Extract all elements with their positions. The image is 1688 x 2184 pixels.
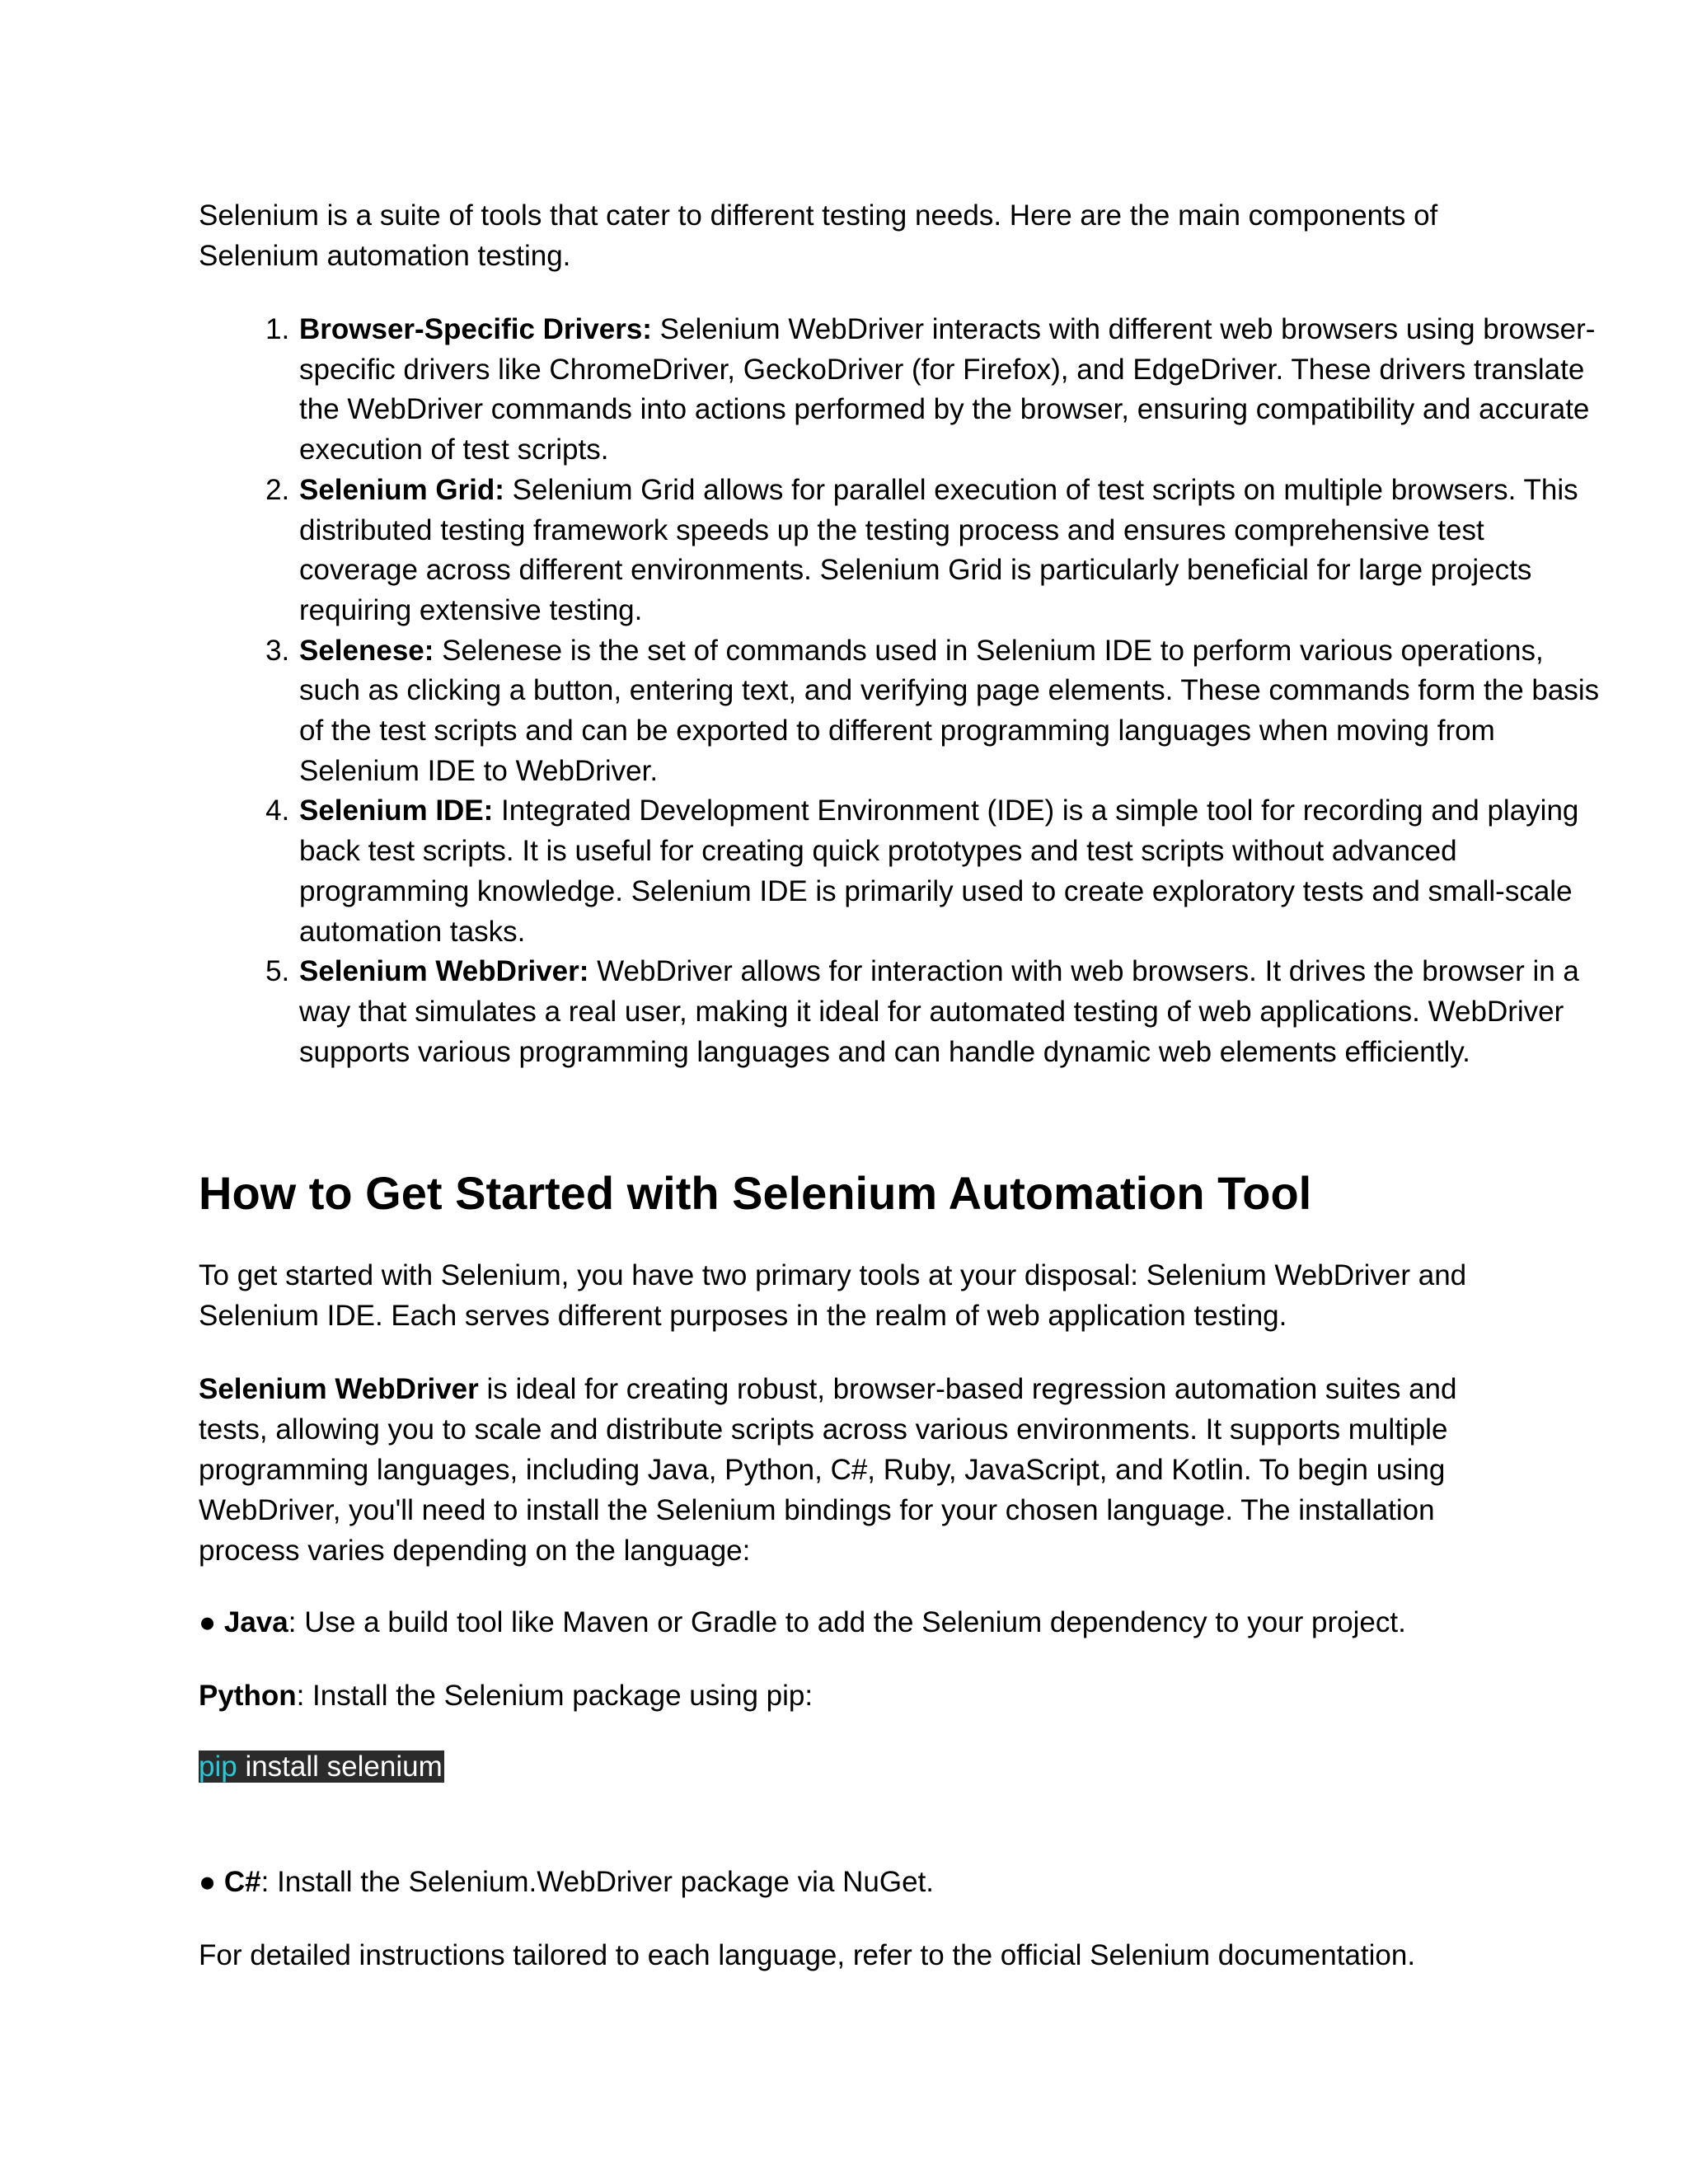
java-bullet [199,1602,1501,1643]
list-item-title: Selenium WebDriver: [299,955,589,988]
python-label: Python [199,1680,297,1712]
list-item-title: Selenium IDE: [299,794,494,827]
java-text: : Use a build tool like Maven or Gradle to add the Selenium dependency to your project. [288,1606,1406,1638]
list-item-text: Selenium WebDriver interacts with different web browsers using browser-specific drivers like ChromeDriver, GeckoDriver (for Firefox), and EdgeDriver. These drivers translate the WebDriver commands into actions performed by the browser, ensuring compatibility and accurate execution of test scripts. [299,313,1596,466]
code-command: pip [199,1750,237,1783]
list-item [298,631,1600,792]
csharp-label: C# [223,1866,261,1898]
list-item-text: Selenese is the set of commands used in Selenium IDE to perform various operations, such as clicking a button, entering text, and verifying page elements. These commands form the basis of the test scripts and can be exported to different programming languages when moving from Selenium IDE to WebDriver. [299,634,1600,787]
webdriver-bold: Selenium WebDriver [199,1373,479,1405]
code-args: install selenium [237,1750,443,1783]
list-item-text: Integrated Development Environment (IDE) is a simple tool for recording and playing back test scripts. It is useful for creating quick prototypes and test scripts without advanced programming knowledge. Selenium IDE is primarily used to create exploratory tests and small-scale automation tasks. [299,794,1579,948]
list-item-title: Selenium Grid: [299,473,504,506]
list-item-title: Selenese: [299,634,434,667]
webdriver-text: is ideal for creating robust, browser-based regression automation suites and tests, allowing you to scale and distribute scripts across various environments. It supports multiple programming languages, including Java, Python, C#, Ruby, JavaScript, and Kotlin. To begin using WebDriver, you'll need to install the Selenium bindings for your chosen language. The installation process varies depending on the language: [199,1373,1457,1567]
list-item-text: WebDriver allows for interaction with web browsers. It drives the browser in a way that simulates a real user, making it ideal for automated testing of web applications. WebDriver supports various programming languages and can handle dynamic web elements efficiently. [299,955,1579,1068]
csharp-bullet [199,1862,1501,1902]
section-heading: How to Get Started with Selenium Automation Tool [199,1167,1312,1219]
python-line [199,1675,1501,1716]
list-item [298,471,1600,631]
list-item-title: Browser-Specific Drivers: [299,313,652,345]
csharp-text: : Install the Selenium.WebDriver package via NuGet. [260,1866,935,1898]
webdriver-paragraph [199,1369,1501,1571]
final-paragraph: For detailed instructions tailored to each language, refer to the official Selenium documentation. [199,1939,1416,1971]
code-snippet [199,1750,444,1784]
bullet-icon: ● [199,1866,217,1898]
getting-started-paragraph: To get started with Selenium, you have two primary tools at your disposal: Selenium WebDriver and Selenium IDE. Each serves different purposes in the realm of web application testing. [199,1259,1467,1332]
bullet-icon: ● [199,1606,217,1638]
intro-paragraph: Selenium is a suite of tools that cater to different testing needs. Here are the main components of Selenium automation testing. [199,199,1438,272]
list-item [298,952,1600,1072]
list-item [298,310,1600,471]
list-item [298,791,1600,952]
java-label: Java [223,1606,288,1638]
code-block [199,1750,444,1783]
list-item-text: Selenium Grid allows for parallel execution of test scripts on multiple browsers. This distributed testing framework speeds up the testing process and ensures comprehensive test coverage across different environments. Selenium Grid is particularly beneficial for large projects requiring extensive testing. [299,473,1578,626]
python-text: : Install the Selenium package using pip: [296,1680,814,1712]
components-list [199,310,1600,1072]
